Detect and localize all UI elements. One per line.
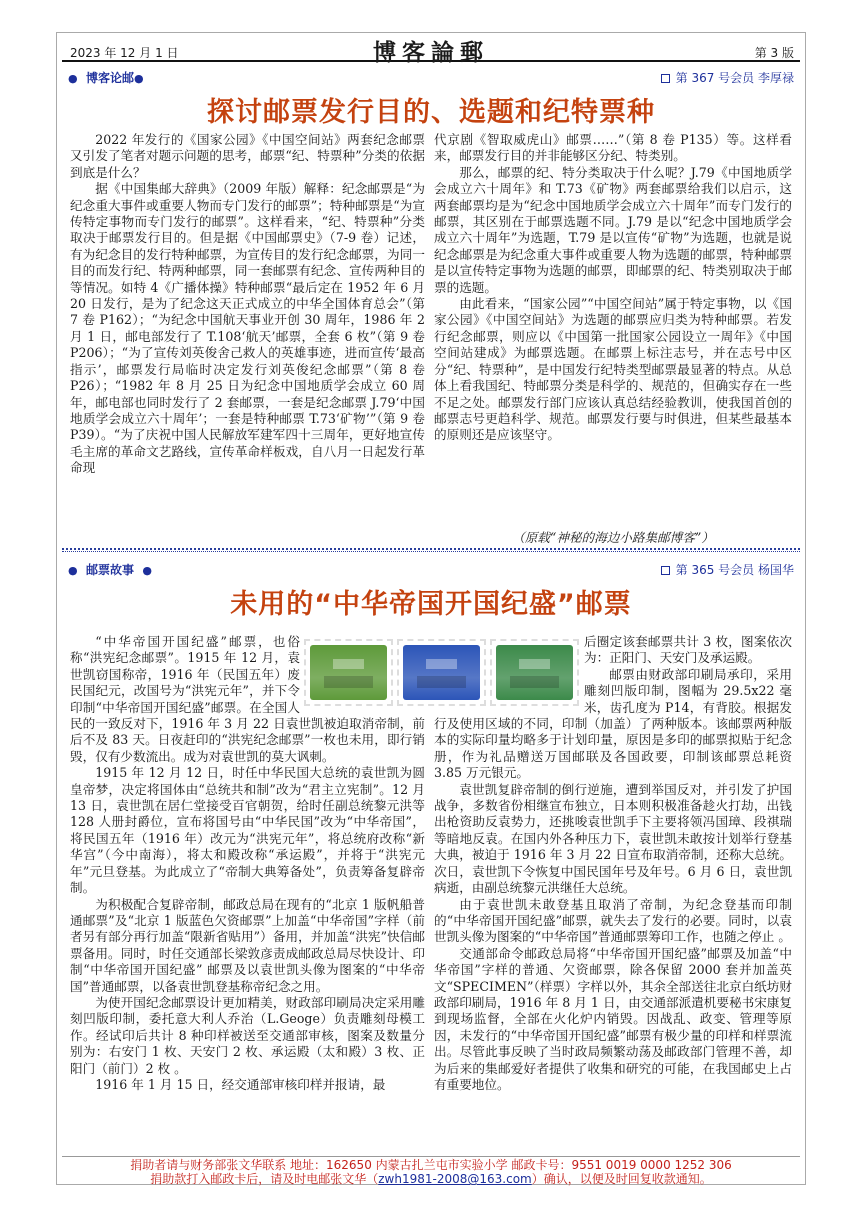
section2-author: 第 365 号会员 杨国华 [661, 561, 794, 578]
section-divider [62, 548, 800, 552]
paragraph: 据《中国集邮大辞典》（2009 年版）解释：纪念邮票是“为纪念重大事件或重要人物而专门发行的邮票”；特种邮票是“为宣传特定事物而专门发行的邮票”。这样看来，“纪、特票种”分类取决于邮票发行目的。但是据《中国邮票史》（7-9 卷）记述，有为纪念目的发行特种邮票，为宣传目的发行纪念邮票，为同一目的而发行纪、特两种邮票，同一套邮票有纪念、宣传两种目的等情况。如特 4《广播体操》特种邮票“最后定在 1952 年 6 月 20 日发行，是为了纪念这天正式成立的中华全国体育总会”（第 7 卷 P162）；“为纪念中国航天事业开创 30 周年，1986 年 2 月 1 日，邮电部发行了 T.108‘航天’邮票，全套 6 枚”（第 9 卷 P206）；“为了宣传刘英俊舍己救人的英雄事迹，进而宣传‘最高指示’，邮票发行局临时决定发行刘英俊纪念邮票”（第 8 卷 P26）；“1982 年 8 月 25 日为纪念中国地质学会成立 60 周年，邮电部也同时发行了 2 套邮票，一套是纪念邮票 J.79‘中国地质学会成立六十周年’；一套是特种邮票 T.73‘矿物’”（第 9 卷 P39）。“为了庆祝中国人民解放军建军四十三周年，更好地宣传毛主席的革命文艺路线，宣传革命样板戏，自八月一日起发行革命现 [70, 181, 425, 476]
paragraph: 1915 年 12 月 12 日，时任中华民国大总统的袁世凯为圆皇帝梦，决定将国体由“总统共和制”改为“君主立宪制”。12 月 13 日，袁世凯在居仁堂接受百官朝贺，给时任副总统黎元洪等 128 人册封爵位，宣布将国号由“中华民国”改为“中华帝国”，将民国五年（1916 年）改元为“洪宪元年”，将总统府改称“新华宫”（今中南海），将太和殿改称“承运殿”，并将于“洪宪元年”元旦登基。为此成立了“帝制大典筹备处”，负责筹备复辟帝制。 [70, 765, 425, 896]
paragraph: 邮票由财政部印刷局承印，采用雕刻凹版印制，图幅为 29.5x22 毫米，齿孔度为 P14，有背胶。根据发行及使用区域的不同，印制（加盖）了两种版本。该邮票两种版本的实际印量均略多于计划印量，原因是多印的邮票拟贴于纪念册，作为礼品赠送万国邮联及各国政要，印制该邮票总耗资 3.85 万元银元。 [434, 666, 792, 781]
page-footer [62, 1156, 800, 1186]
article1-source: （原载“神秘的海边小路集邮博客”） [512, 530, 714, 545]
article2-right-column [434, 634, 792, 1154]
paragraph: 那么，邮票的纪、特分类取决于什么呢？J.79《中国地质学会成立六十周年》和 T.73《矿物》两套邮票给我们以启示，这两套邮票均是为“纪念中国地质学会成立六十周年”而专门发行的邮票，其区别在于邮票选题不同。J.79 是以“纪念中国地质学会成立六十周年”为选题，T.79 是以宣传“矿物”为选题，也就是说纪念邮票是为纪念重大事件或重要人物为选题的邮票，特种邮票是以宣传特定事物为选题的邮票，即邮票的纪、特类别取决于邮票的选题。 [434, 164, 792, 295]
footer-email-post: ）确认，以便及时回复收款通知。 [531, 1172, 712, 1186]
section1-bar [62, 66, 800, 86]
footer-email-line [62, 1172, 800, 1186]
article1-left-column [70, 132, 425, 548]
stamp-float-space-right [434, 634, 584, 704]
paragraph: “中华帝国开国纪盛”邮票，也俗称“洪宪纪念邮票”。1915 年 12 月，袁世凯窃国称帝，1916 年（民国五年）废民国纪元，改国号为“洪宪元年”，并下令印制“中华帝国开国纪盛”邮票。在全国人民的一致反对下，1916 年 3 月 22 日袁世凯被迫取消帝制，前后不及 83 天。日夜赶印的“洪宪纪念邮票”一枚也未用，即行销毁，仅有少数流出。成为对袁世凯的莫大讽刺。 [70, 634, 425, 764]
paragraph: 代京剧《智取威虎山》邮票……”（第 8 卷 P135）等。这样看来，邮票发行目的并非能够区分纪、特类别。 [434, 132, 792, 164]
footer-donation-line: 捐助者请与财务部张文华联系 地址：162650 内蒙古扎兰屯市实验小学 邮政卡号：9551 0019 0000 1252 306 [130, 1158, 732, 1172]
footer-email-pre: 捐助款打入邮政卡后，请及时电邮张文华（ [150, 1172, 379, 1186]
newsletter-page [62, 36, 800, 1186]
section2-tag: ● 邮票故事 ● [68, 563, 152, 577]
article2-left-column [70, 634, 425, 1154]
section1-tag: ● 博客论邮● [68, 71, 144, 85]
stamp-float-space [300, 634, 425, 714]
page-header [62, 36, 800, 66]
article2-title: 未用的“中华帝国开国纪盛”邮票 [230, 589, 632, 620]
paragraph: 交通部命令邮政总局将“中华帝国开国纪盛”邮票及加盖“中华帝国”字样的普通、欠资邮票，除各保留 2000 套并加盖英文“SPECIMEN”（样票）字样以外，其余全部送往北京白纸坊财政部印刷局，1916 年 8 月 1 日，由交通部派遣机要秘书宋康复到现场监督，全部在火化炉内销毁。因战乱、政变、管理等原因，未发行的“中华帝国开国纪盛”邮票有极少量的印样和样票流出。尽管此事反映了当时政局频繁动荡及邮政部门管理不善，却为后来的集邮爱好者提供了收集和研究的可能，在我国邮史上占有重要地位。 [434, 945, 792, 1092]
footer-email-link[interactable]: zwh1981-2008@163.com [378, 1172, 532, 1186]
section2-bar [62, 558, 800, 578]
paragraph: 为使开国纪念邮票设计更加精美，财政部印刷局决定采用雕刻凹版印制，委托意大利人乔治（L.Geoge）负责雕刻母模工作。经试印后共计 8 种印样被送至交通部审核，图案及数量分别为：右安门 1 枚、天安门 2 枚、承运殿（太和殿）3 枚、正阳门（前门）2 枚 。 [70, 994, 425, 1076]
section1-author: 第 367 号会员 李厚禄 [661, 69, 794, 86]
paragraph: 后圈定该套邮票共计 3 枚，图案依次为：正阳门、天安门及承运殿。 [584, 634, 792, 666]
paragraph: 为积极配合复辟帝制，邮政总局在现有的“北京 1 版帆船普通邮票”及“北京 1 版蓝色欠资邮票”上加盖“中华帝国”字样（前者另有部分再行加盖“限新省贴用”）备用，并加盖“洪宪”快信邮票备用。同时，时任交通部长梁敦彦责成邮政总局尽快设计、印制“中华帝国开国纪盛” 邮票及以袁世凯头像为图案的“中华帝国”普通邮票，以备袁世凯登基称帝纪念之用。 [70, 896, 425, 994]
paragraph: 袁世凯复辟帝制的倒行逆施，遭到举国反对，并引发了护国战争，多数省份相继宣布独立，日本则积极准备趁火打劫，出钱出枪资助反袁势力，还挑唆袁世凯手下主要将领冯国璋、段祺瑞等暗地反袁。在国内外各种压力下，袁世凯未敢按计划举行登基大典，被迫于 1916 年 3 月 22 日宣布取消帝制，还称大总统。次日，袁世凯下令恢复中国民国年号及年号。6 月 6 日，袁世凯病逝，由副总统黎元洪继任大总统。 [434, 781, 792, 896]
article1-right-column [434, 132, 792, 532]
edition-number: 第 3 版 [754, 46, 794, 60]
article1-title: 探讨邮票发行目的、选题和纪特票种 [207, 97, 655, 128]
paragraph: 2022 年发行的《国家公园》《中国空间站》两套纪念邮票又引发了笔者对题示问题的思考，邮票“纪、特票种”分类的依据到底是什么？ [70, 132, 425, 180]
paragraph: 由于袁世凯未敢登基且取消了帝制，为纪念登基而印制的“中华帝国开国纪盛”邮票，就失去了发行的必要。同时，以袁世凯头像为图案的“中华帝国”普通邮票筹印工作，也随之停止 。 [434, 896, 792, 945]
paragraph: 1916 年 1 月 15 日，经交通部审核印样并报请，最 [95, 1076, 386, 1092]
issue-date: 2023 年 12 月 1 日 [70, 46, 179, 60]
paragraph: 由此看来，“国家公园”“中国空间站”属于特定事物，以《国家公园》《中国空间站》为选题的邮票应归类为特种邮票。若发行纪念邮票，则应以《中国第一批国家公园设立一周年》《中国空间站建成》为邮票选题。在邮票上标注志号，并在志号中区分“纪、特票种”，是中国发行纪特类型邮票最显著的特点。从总体上看我国纪、特邮票分类是科学的、规范的，但确实存在一些不足之处。邮票发行部门应该认真总结经验教训，使我国首创的邮票志号更趋科学、规范。邮票发行要与时俱进，但某些最基本的原则还是应该坚守。 [434, 296, 792, 443]
article1-source-wrap [434, 530, 792, 548]
masthead: 博客論郵 [373, 39, 489, 66]
